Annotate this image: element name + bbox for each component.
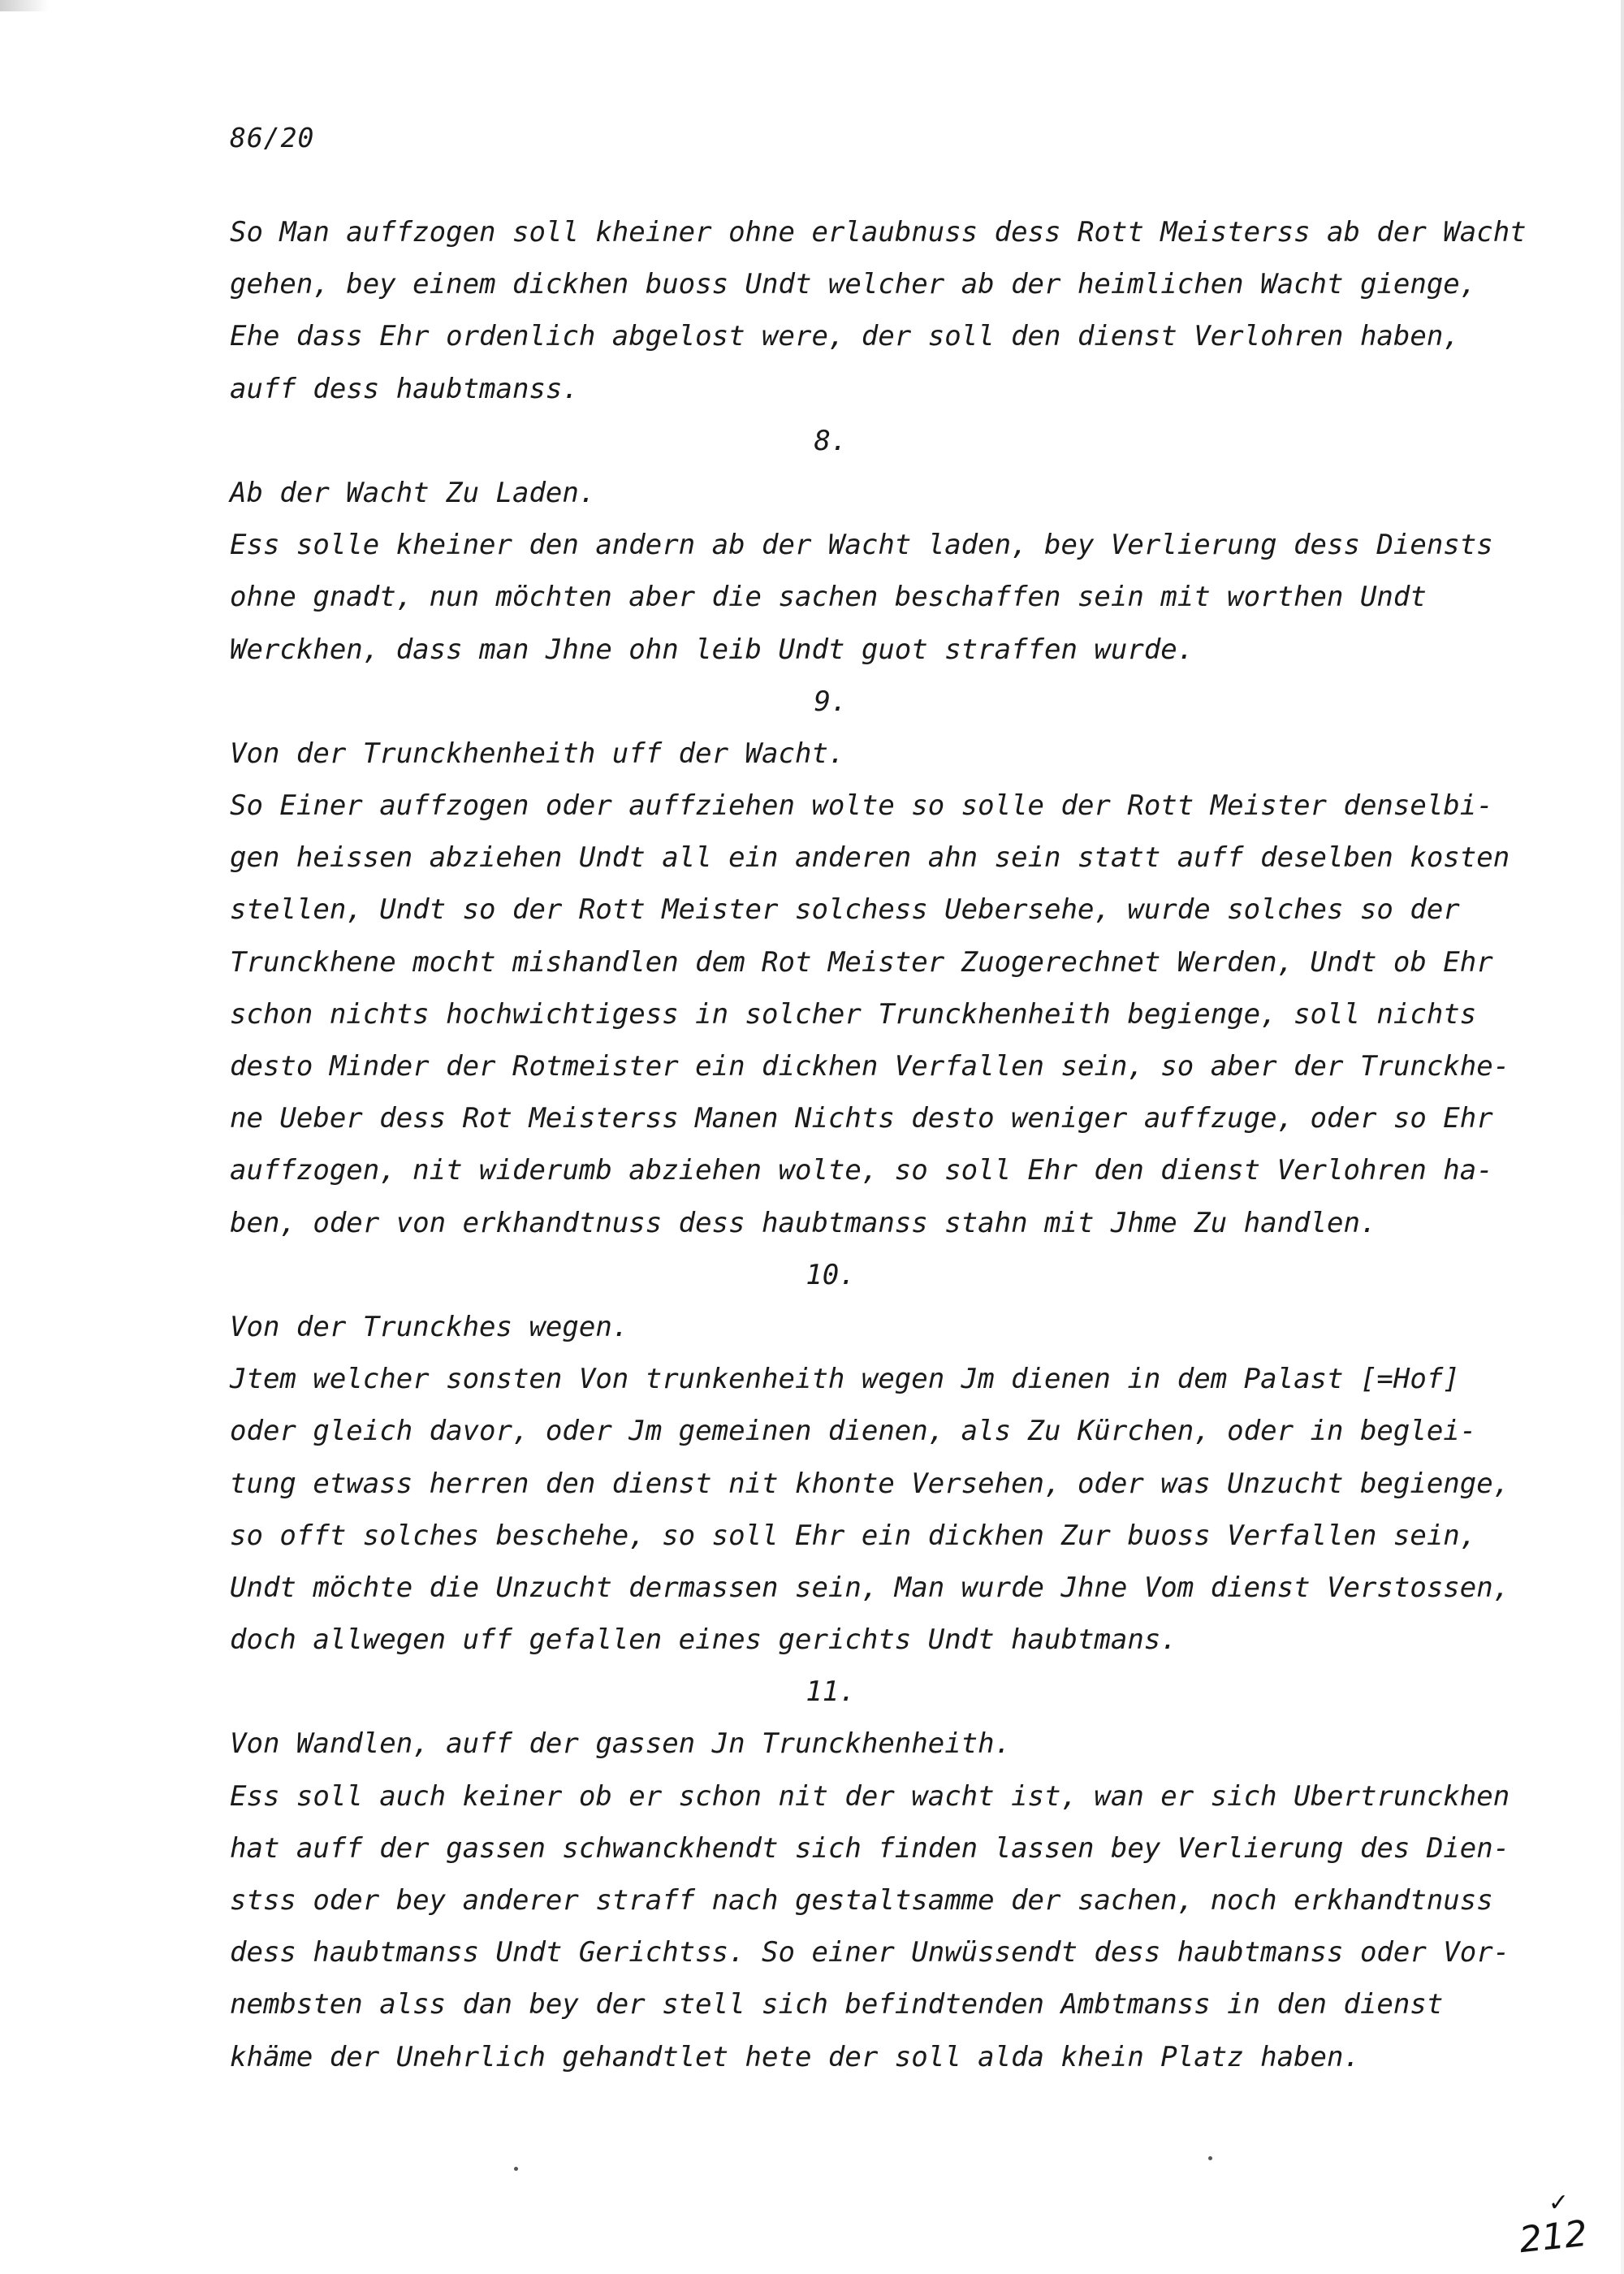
text-line: schon nichts hochwichtigess in solcher Trunckhenheith begienge, soll nichts: [230, 997, 1477, 1031]
text-line: stss oder bey anderer straff nach gestaltsamme der sachen, noch erkhandtnuss: [230, 1884, 1493, 1917]
text-line: Ess soll auch keiner ob er schon nit der wacht ist, wan er sich Ubertrunckhen: [230, 1779, 1510, 1813]
text-line: hat auff der gassen schwanckhendt sich finden lassen bey Verlierung des Dien-: [230, 1831, 1510, 1865]
archive-folio-mark: 212: [1517, 2212, 1590, 2262]
text-line: Ess solle kheiner den andern ab der Wacht laden, bey Verlierung dess Diensts: [230, 529, 1493, 562]
text-line: auffzogen, nit widerumb abziehen wolte, so soll Ehr den dienst Verlohren ha-: [230, 1154, 1493, 1187]
text-line: dess haubtmanss Undt Gerichtss. So einer Unwüssendt dess haubtmanss oder Vor-: [230, 1936, 1510, 1969]
section-heading: Von der Trunckhes wegen.: [230, 1310, 629, 1343]
text-line: gehen, bey einem dickhen buoss Undt welcher ab der heimlichen Wacht gienge,: [230, 268, 1477, 301]
section-number-label: 8.: [814, 424, 848, 457]
page-number: 86/20: [230, 122, 315, 153]
section-number-label: 9.: [814, 685, 848, 718]
section-heading: Von Wandlen, auff der gassen Jn Trunckhenheith.: [230, 1727, 1012, 1761]
text-line: khäme der Unehrlich gehandtlet hete der soll alda khein Platz haben.: [230, 2040, 1360, 2073]
section-number: [230, 1249, 1432, 1301]
text-line: auff dess haubtmanss.: [230, 372, 579, 405]
text-line: ben, oder von erkhandtnuss dess haubtmanss stahn mit Jhme Zu handlen.: [230, 1206, 1377, 1239]
section-number: [230, 676, 1432, 728]
text-line: Jtem welcher sonsten Von trunkenheith wegen Jm dienen in dem Palast [=Hof]: [230, 1363, 1460, 1396]
scan-speck: [514, 2167, 518, 2171]
text-line: So Einer auffzogen oder auffziehen wolte so solle der Rott Meister denselbi-: [230, 789, 1493, 823]
section-number: [230, 1666, 1432, 1718]
text-line: gen heissen abziehen Undt all ein anderen ahn sein statt auff deselben kosten: [230, 841, 1510, 875]
text-line: oder gleich davor, oder Jm gemeinen dienen, als Zu Kürchen, oder in beglei-: [230, 1415, 1477, 1448]
scan-edge-artifact: [0, 0, 49, 11]
section-heading: Von der Trunckhenheith uff der Wacht.: [230, 737, 845, 770]
scan-speck: [1208, 2156, 1212, 2160]
text-line: Werckhen, dass man Jhne ohn leib Undt guot straffen wurde.: [230, 633, 1194, 666]
section-number-label: 11.: [806, 1675, 856, 1709]
text-line: desto Minder der Rotmeister ein dickhen Verfallen sein, so aber der Trunckhe-: [230, 1050, 1510, 1083]
check-mark: ✓: [1548, 2189, 1569, 2217]
text-line: stellen, Undt so der Rott Meister solchess Uebersehe, wurde solches so der: [230, 893, 1460, 927]
document-body: [230, 206, 1529, 2083]
text-line: Ehe dass Ehr ordenlich abgelost were, der soll den dienst Verlohren haben,: [230, 320, 1460, 353]
scan-edge-shadow: [1621, 0, 1624, 2274]
text-line: ne Ueber dess Rot Meisterss Manen Nichts desto weniger auffzuge, oder so Ehr: [230, 1102, 1493, 1135]
text-line: Trunckhene mocht mishandlen dem Rot Meister Zuogerechnet Werden, Undt ob Ehr: [230, 945, 1493, 979]
text-line: ohne gnadt, nun möchten aber die sachen beschaffen sein mit worthen Undt: [230, 581, 1427, 614]
text-line: so offt solches beschehe, so soll Ehr ein dickhen Zur buoss Verfallen sein,: [230, 1519, 1477, 1552]
text-line: Undt möchte die Unzucht dermassen sein, Man wurde Jhne Vom dienst Verstossen,: [230, 1571, 1510, 1604]
text-line: So Man auffzogen soll kheiner ohne erlaubnuss dess Rott Meisterss ab der Wacht: [230, 216, 1527, 249]
section-heading: Ab der Wacht Zu Laden.: [230, 476, 596, 509]
section-number-label: 10.: [806, 1258, 856, 1291]
text-line: nembsten alss dan bey der stell sich befindtenden Ambtmanss in den dienst: [230, 1988, 1444, 2021]
text-line: doch allwegen uff gefallen eines gerichts Undt haubtmans.: [230, 1623, 1177, 1657]
text-line: tung etwass herren den dienst nit khonte Versehen, oder was Unzucht begienge,: [230, 1467, 1510, 1500]
section-number: [230, 415, 1432, 467]
